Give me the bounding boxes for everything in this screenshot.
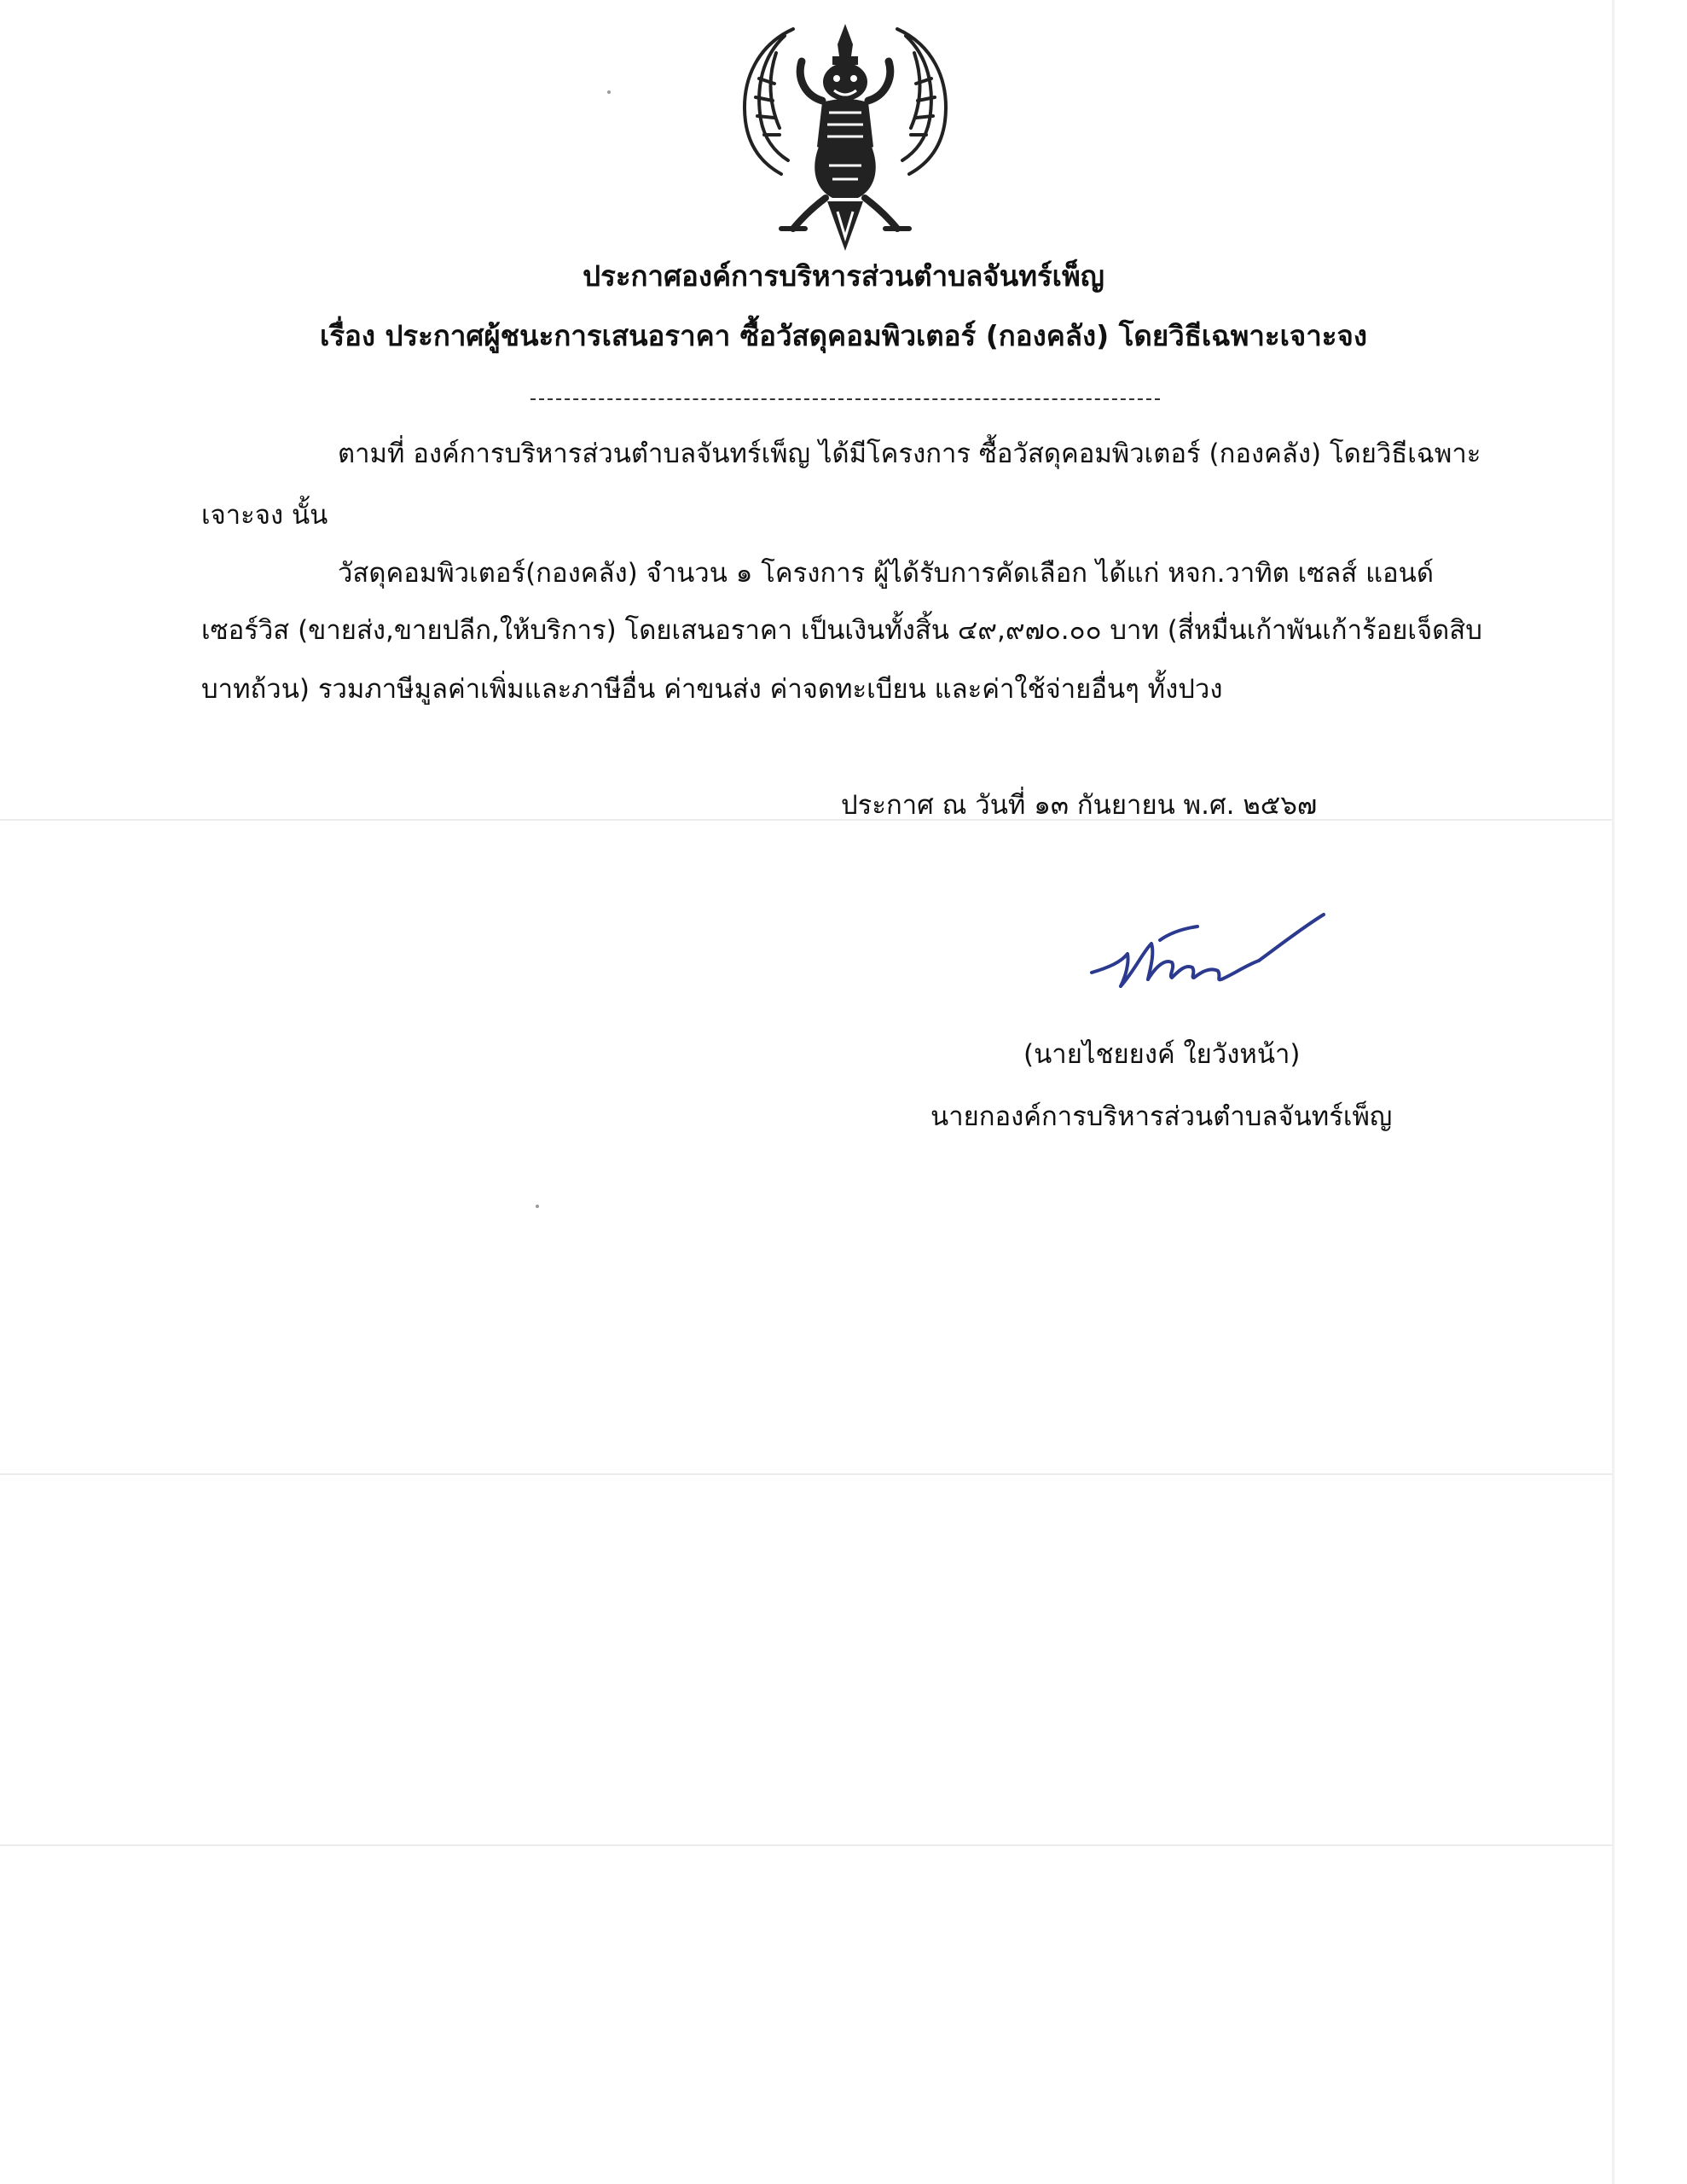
announcement-date: ประกาศ ณ วันที่ ๑๓ กันยายน พ.ศ. ๒๕๖๗ xyxy=(841,790,1318,821)
scan-fold-line xyxy=(0,1473,1612,1475)
handwritten-signature-icon xyxy=(1083,903,1330,1005)
body-paragraph-2-line-3: บาทถ้วน) รวมภาษีมูลค่าเพิ่มและภาษีอื่น ค่าขนส่ง ค่าจดทะเบียน และค่าใช้จ่ายอื่นๆ ทั้งปวง xyxy=(201,674,1223,705)
body-paragraph-1-line-1: ตามที่ องค์การบริหารส่วนตำบลจันทร์เพ็ญ ได้มีโครงการ ซื้อวัสดุคอมพิวเตอร์ (กองคลัง) โดยวิธีเฉพาะ xyxy=(338,439,1481,469)
signatory-name: (นายไชยยงค์ ใยวังหน้า) xyxy=(1023,1039,1301,1070)
garuda-emblem-icon xyxy=(733,19,957,256)
body-paragraph-2-line-2: เซอร์วิส (ขายส่ง,ขายปลีก,ให้บริการ) โดยเสนอราคา เป็นเงินทั้งสิ้น ๔๙,๙๗๐.๐๐ บาท (สี่หมื่นเก้าพันเก้าร้อยเจ็ดสิบ xyxy=(201,615,1482,646)
body-paragraph-1-line-2: เจาะจง นั้น xyxy=(201,500,328,531)
body-paragraph-2-line-1: วัสดุคอมพิวเตอร์(กองคลัง) จำนวน ๑ โครงการ ผู้ได้รับการคัดเลือก ได้แก่ หจก.วาทิต เซลส์ แอนด์ xyxy=(338,558,1434,589)
scan-speck xyxy=(607,90,611,94)
title-divider xyxy=(530,398,1160,400)
document-subject: เรื่อง ประกาศผู้ชนะการเสนอราคา ซื้อวัสดุคอมพิวเตอร์ (กองคลัง) โดยวิธีเฉพาะเจาะจง xyxy=(320,319,1367,352)
signatory-position: นายกองค์การบริหารส่วนตำบลจันทร์เพ็ญ xyxy=(930,1101,1393,1132)
document-title: ประกาศองค์การบริหารส่วนตำบลจันทร์เพ็ญ xyxy=(583,259,1104,293)
scan-fold-line xyxy=(0,1844,1612,1846)
scan-fold-line xyxy=(0,819,1612,821)
scan-speck xyxy=(536,1205,539,1208)
